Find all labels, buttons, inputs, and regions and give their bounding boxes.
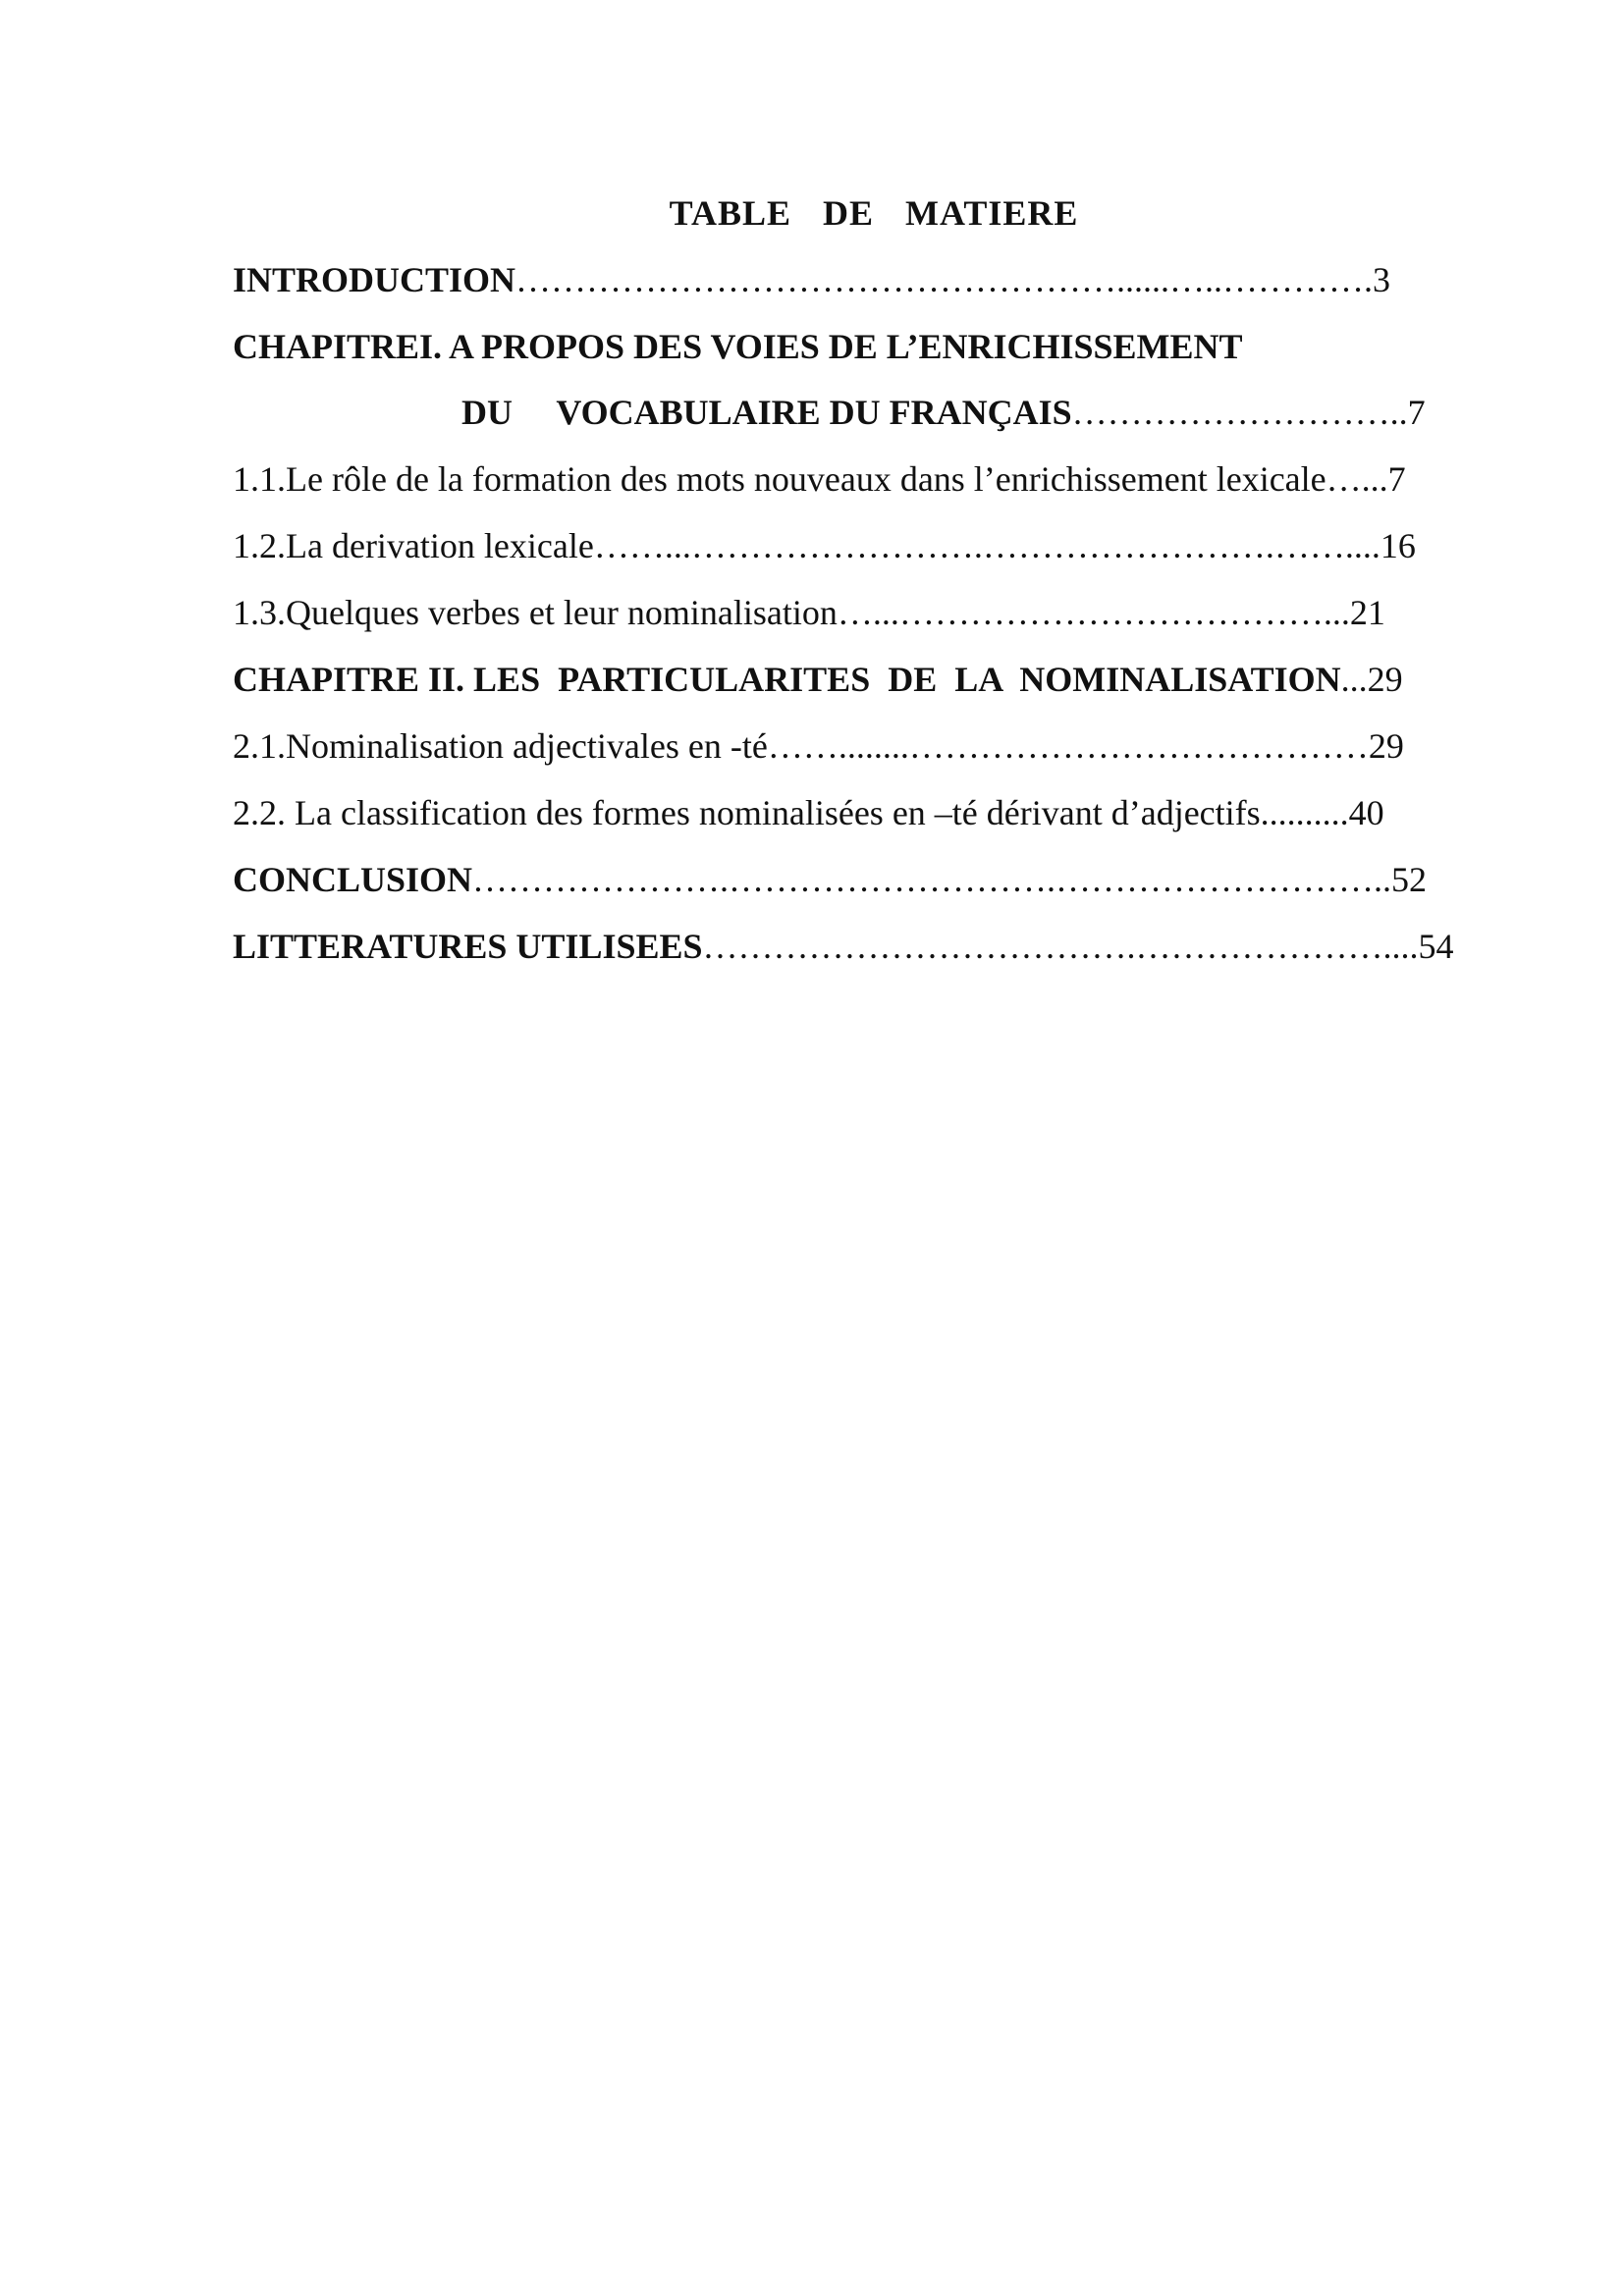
toc-entry-label: DU VOCABULAIRE DU FRANÇAIS xyxy=(461,393,1072,432)
toc-entry-page: 21 xyxy=(1349,593,1385,632)
toc-entry-leader: ……...…………………….…………………….…….... xyxy=(593,526,1380,565)
toc-entry-introduction xyxy=(233,258,1509,301)
toc-entry-label: LITTERATURES UTILISEES xyxy=(233,927,703,966)
toc-entry-page: 52 xyxy=(1391,860,1428,899)
toc-entry-label: 1.3.Quelques verbes et leur nominalisation xyxy=(233,593,838,632)
toc-entry-2-2 xyxy=(233,791,1509,834)
toc-entry-label: 2.2. La classification des formes nominalisées en –té dérivant d’adjectifs xyxy=(233,793,1261,832)
toc-entry-page: 7 xyxy=(1387,459,1406,499)
toc-entry-label: 1.2.La derivation lexicale xyxy=(233,526,594,565)
toc-entry-label: CHAPITRE II. LES PARTICULARITES DE LA NOMINALISATION xyxy=(233,660,1341,699)
toc-entry-leader: ………………….……………………….……………………….. xyxy=(472,860,1392,899)
toc-entry-leader: ……………………………………………......…..…………. xyxy=(515,260,1374,299)
toc-entry-label: CONCLUSION xyxy=(233,860,473,899)
toc-entry-leader: ... xyxy=(1340,660,1368,699)
toc-entry-label: 2.1.Nominalisation adjectivales en -té xyxy=(233,726,768,766)
toc-entry-leader: …...………………………………... xyxy=(837,593,1350,632)
toc-entry-leader: ……........………………………………… xyxy=(767,726,1369,766)
toc-entry-label: INTRODUCTION xyxy=(233,260,516,299)
toc-entry-page: 29 xyxy=(1368,726,1404,766)
toc-entry-page: 54 xyxy=(1418,927,1454,966)
toc-entry-1-1 xyxy=(233,457,1509,501)
toc-entry-page: 16 xyxy=(1380,526,1416,565)
toc-entry-page: 40 xyxy=(1348,793,1384,832)
toc-entry-chapter-1-heading xyxy=(233,325,1509,368)
toc-entry-references xyxy=(233,925,1509,968)
toc-entry-label: CHAPITREI. A PROPOS DES VOIES DE L’ENRICHISSEMENT xyxy=(233,327,1243,366)
toc-entry-page: 3 xyxy=(1373,260,1391,299)
toc-entry-page: 7 xyxy=(1407,393,1426,432)
toc-entry-1-3 xyxy=(233,591,1509,634)
toc-entry-leader: .......... xyxy=(1260,793,1349,832)
toc-entry-2-1 xyxy=(233,724,1509,768)
toc-entry-leader: ……………………………….………………….... xyxy=(702,927,1419,966)
toc-entry-chapter-2 xyxy=(233,658,1509,701)
toc-entry-leader: …... xyxy=(1326,459,1388,499)
toc-entry-chapter-1-heading-cont xyxy=(461,391,1509,434)
toc-entry-label: 1.1.Le rôle de la formation des mots nouveaux dans l’enrichissement lexicale xyxy=(233,459,1326,499)
toc-entry-leader: ……………………….. xyxy=(1071,393,1408,432)
toc-entry-conclusion xyxy=(233,858,1509,901)
toc-entry-page: 29 xyxy=(1367,660,1403,699)
toc-entry-1-2 xyxy=(233,524,1509,567)
toc-title: TABLE DE MATIERE xyxy=(669,193,1079,233)
